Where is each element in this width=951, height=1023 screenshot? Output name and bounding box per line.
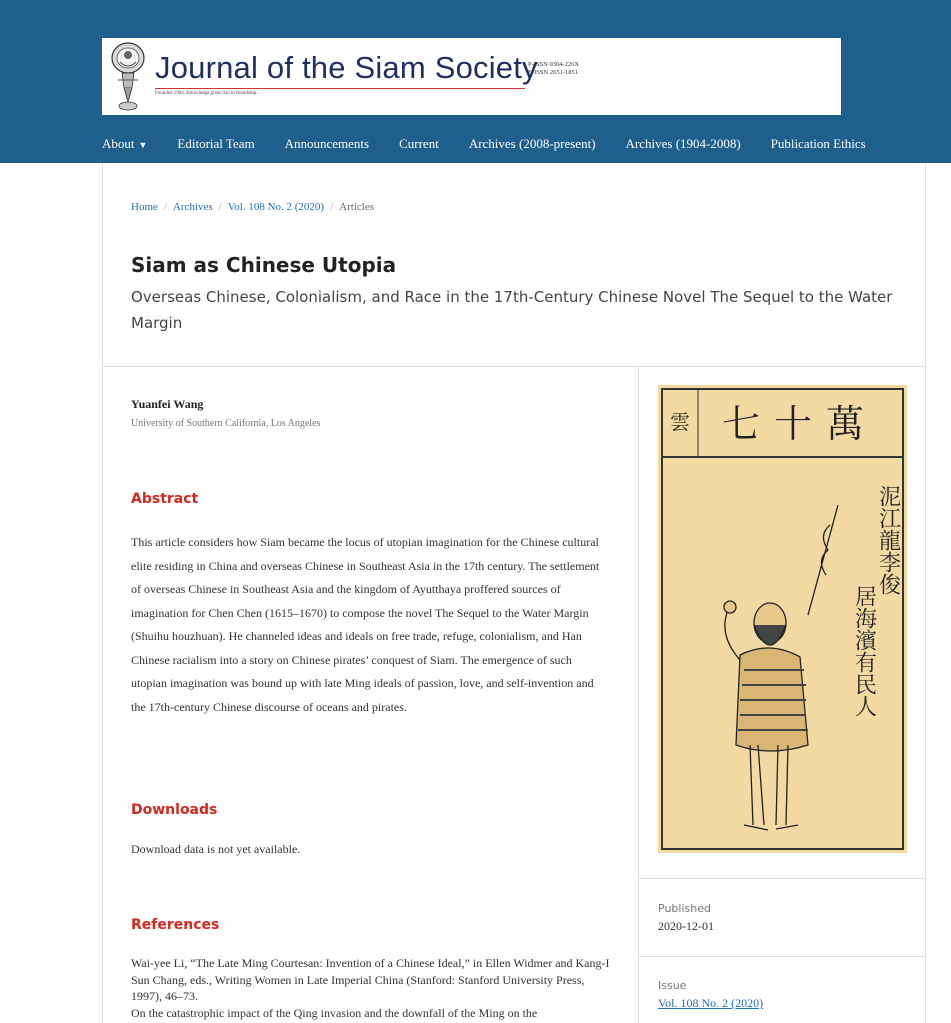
breadcrumb-separator: /: [163, 201, 167, 213]
nav-about-label: About: [102, 136, 135, 151]
published-date: 2020-12-01: [658, 919, 714, 933]
nav-editorial-team[interactable]: Editorial Team: [177, 136, 255, 151]
eissn: E-ISSN 2651-1851: [528, 69, 579, 76]
site-header: [0, 0, 951, 163]
nav-publication-ethics[interactable]: Publication Ethics: [770, 136, 866, 151]
breadcrumb: [131, 201, 374, 213]
abstract-text: This article considers how Siam became the locus of utopian imagination for the Chinese cultural elite residing in China and overseas Chinese in Southeast Asia in the 17th century. The settlement of overseas Chinese in Southeast Asia and the kingdom of Ayutthaya proffered sources of imagination for Chen Chen (1615–1670) to compose the novel The Sequel to the Water Margin (Shuihu houzhuan). He channeled ideas and ideals on free trade, refuge, colonialism, and Han Chinese racialism into a story on Chinese pirates’ conquest of Siam. The emergence of such utopian imagination was bound up with late Ming ideals of passion, love, and self-invention and the 17th-century Chinese discourse of oceans and pirates.: [131, 535, 600, 714]
breadcrumb-archives[interactable]: Archives: [172, 201, 213, 213]
header-divider: [103, 366, 925, 367]
downloads-heading: Downloads: [131, 802, 218, 818]
cover-image[interactable]: [658, 385, 907, 853]
issue-link[interactable]: Vol. 108 No. 2 (2020): [658, 996, 764, 1010]
references-heading: References: [131, 917, 220, 933]
nav-about[interactable]: [102, 136, 147, 152]
breadcrumb-separator: /: [330, 201, 334, 213]
reference-item: On the catastrophic impact of the Qing invasion and the downfall of the Ming on the: [131, 1005, 538, 1020]
journal-banner[interactable]: [102, 38, 841, 115]
downloads-text: Download data is not yet available.: [131, 842, 301, 856]
breadcrumb-current: Articles: [339, 201, 374, 213]
caret-down-icon: ▼: [138, 140, 148, 150]
main-nav: [102, 136, 866, 152]
reference-item: Wai-yee Li, “The Late Ming Courtesan: Invention of a Chinese Ideal,” in Ellen Widmer and Kang-I Sun Chang, eds., Writing Women in Late Imperial China (Stanford: Stanford University Press, 1997), 46–73.: [131, 956, 610, 1003]
issue-value-wrapper: [658, 996, 763, 1011]
cover-side-glyphs-a: 泥江龍李俊: [875, 485, 901, 595]
sidebar-divider: [639, 956, 925, 957]
cover-corner-glyph: 雲: [670, 410, 690, 434]
breadcrumb-home[interactable]: Home: [131, 201, 158, 213]
nav-archives-1904-2008[interactable]: Archives (1904-2008): [625, 136, 741, 151]
journal-tagline: Founded 1904. Knowledge gives rise to friendship.: [155, 91, 258, 96]
issue-label: Issue: [658, 979, 687, 992]
author-name: Yuanfei Wang: [131, 397, 204, 411]
references-list: [131, 955, 611, 1021]
breadcrumb-issue[interactable]: Vol. 108 No. 2 (2020): [227, 201, 325, 213]
nav-announcements[interactable]: Announcements: [284, 136, 370, 151]
siam-society-seal-icon: [106, 40, 150, 112]
journal-title: Journal of the Siam Society: [155, 50, 538, 85]
author-affiliation: University of Southern California, Los Angeles: [131, 418, 321, 429]
published-label: Published: [658, 902, 711, 915]
abstract-heading: Abstract: [131, 491, 199, 507]
article-title: Siam as Chinese Utopia: [131, 253, 397, 277]
nav-archives-2008-present[interactable]: Archives (2008-present): [468, 136, 596, 151]
article-subtitle: Overseas Chinese, Colonialism, and Race in the 17th-Century Chinese Novel The Sequel to the Water Margin: [131, 288, 893, 332]
sidebar-divider: [639, 878, 925, 879]
article-page: [102, 163, 926, 1023]
nav-current[interactable]: Current: [399, 136, 439, 151]
title-underline: [155, 88, 525, 89]
breadcrumb-separator: /: [218, 201, 222, 213]
pissn: P-ISSN 0304-226X: [528, 61, 580, 68]
column-divider: [638, 366, 639, 1023]
cover-top-glyphs: 七十萬: [721, 402, 879, 446]
issn-block: [528, 61, 579, 77]
cover-side-glyphs-b: 居海濱有民人: [851, 585, 877, 717]
